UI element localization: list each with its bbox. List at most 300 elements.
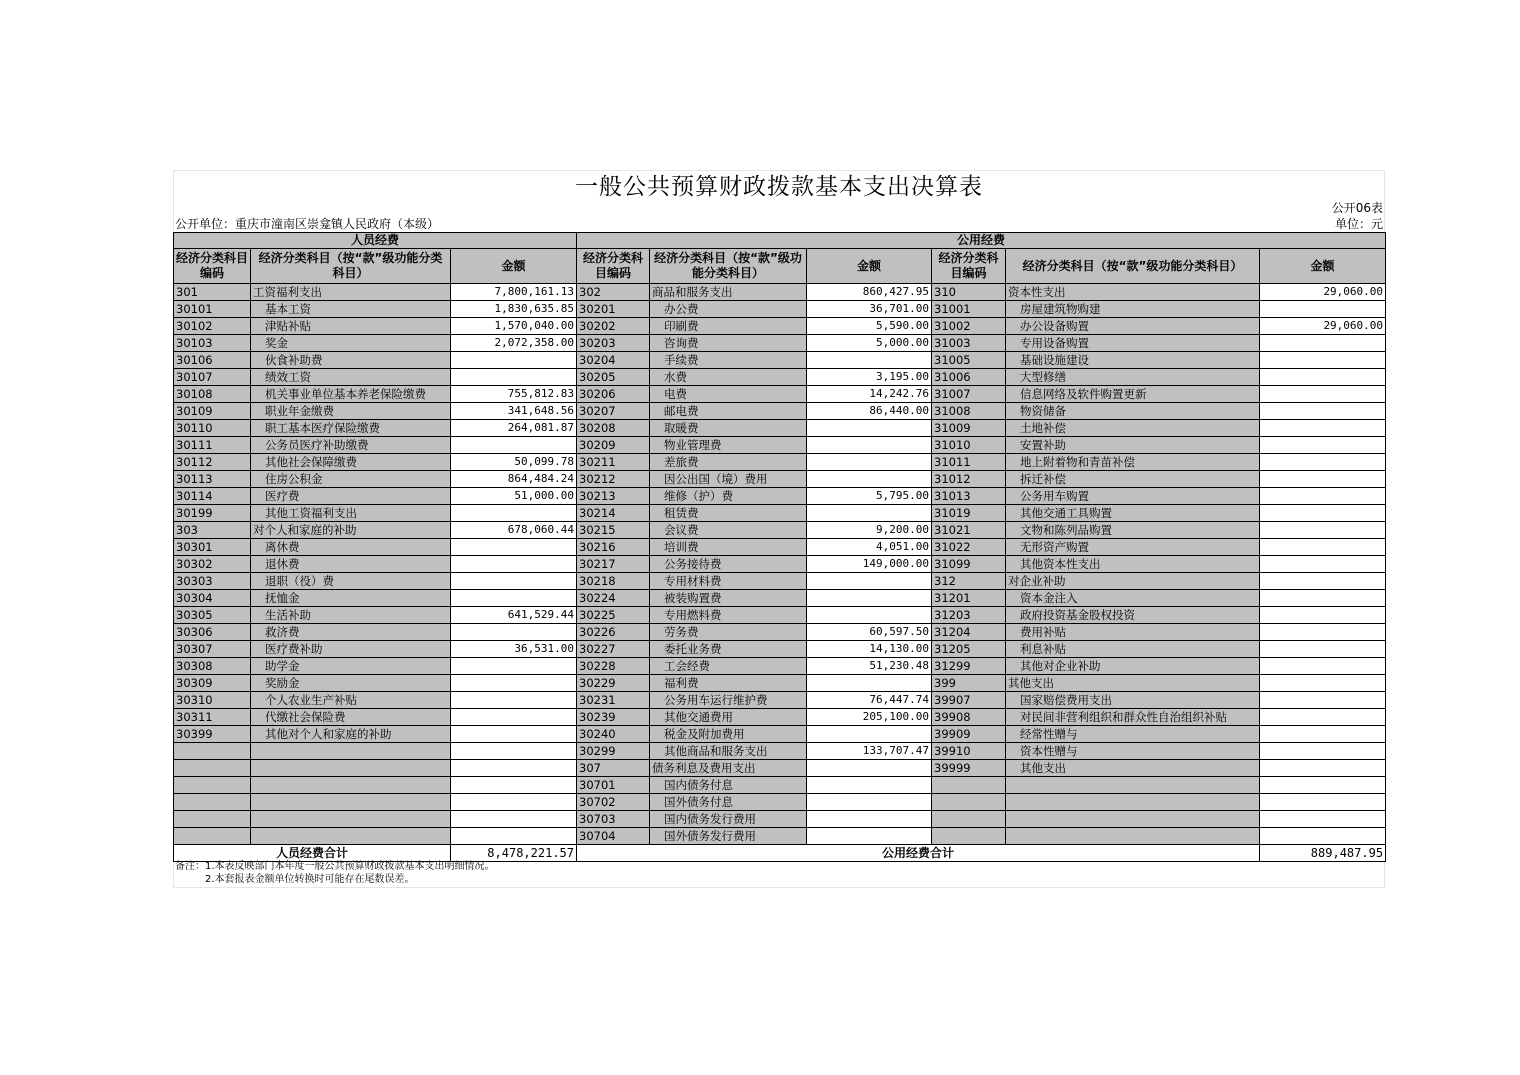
table-row (174, 726, 1386, 743)
code-cell: 30205 (577, 369, 650, 386)
code-cell: 31012 (932, 471, 1006, 488)
amount-cell: 60,597.50 (807, 624, 932, 641)
name-cell (251, 760, 451, 777)
amount-cell (807, 675, 932, 692)
table-row (174, 369, 1386, 386)
amount-cell (807, 471, 932, 488)
amount-cell (451, 505, 577, 522)
code-cell: 30211 (577, 454, 650, 471)
code-cell: 31019 (932, 505, 1006, 522)
amount-cell: 2,072,358.00 (451, 335, 577, 352)
amount-cell (1260, 607, 1386, 624)
name-cell: 其他工资福利支出 (251, 505, 451, 522)
code-cell: 39907 (932, 692, 1006, 709)
amount-cell: 86,440.00 (807, 403, 932, 420)
name-cell: 工会经费 (650, 658, 807, 675)
name-cell: 医疗费 (251, 488, 451, 505)
amount-cell (807, 573, 932, 590)
code-cell: 30107 (174, 369, 251, 386)
table-row (174, 454, 1386, 471)
name-cell: 公务员医疗补助缴费 (251, 437, 451, 454)
code-cell (932, 794, 1006, 811)
name-cell: 工资福利支出 (251, 284, 451, 301)
code-cell: 31022 (932, 539, 1006, 556)
page-title: 一般公共预算财政拨款基本支出决算表 (575, 174, 983, 200)
code-cell: 30207 (577, 403, 650, 420)
name-cell: 培训费 (650, 539, 807, 556)
code-cell: 30216 (577, 539, 650, 556)
code-cell: 399 (932, 675, 1006, 692)
name-cell: 政府投资基金股权投资 (1006, 607, 1260, 624)
code-cell: 31299 (932, 658, 1006, 675)
amount-cell: 5,795.00 (807, 488, 932, 505)
budget-table (173, 232, 1386, 862)
table-row (174, 284, 1386, 301)
name-cell: 办公费 (650, 301, 807, 318)
code-cell: 31203 (932, 607, 1006, 624)
name-cell: 其他商品和服务支出 (650, 743, 807, 760)
name-cell (1006, 811, 1260, 828)
code-cell: 30217 (577, 556, 650, 573)
amount-cell (1260, 335, 1386, 352)
code-cell: 30102 (174, 318, 251, 335)
code-cell: 30204 (577, 352, 650, 369)
code-cell: 31009 (932, 420, 1006, 437)
public-total-amount: 889,487.95 (1260, 845, 1386, 862)
table-row (174, 301, 1386, 318)
code-cell: 30301 (174, 539, 251, 556)
amount-cell (807, 420, 932, 437)
amount-cell (1260, 760, 1386, 777)
code-cell: 31006 (932, 369, 1006, 386)
name-cell: 大型修缮 (1006, 369, 1260, 386)
amount-cell (451, 573, 577, 590)
amount-cell (1260, 573, 1386, 590)
name-cell: 其他对个人和家庭的补助 (251, 726, 451, 743)
amount-cell (1260, 794, 1386, 811)
code-cell: 30206 (577, 386, 650, 403)
header-code: 经济分类科目编码 (932, 249, 1006, 284)
name-cell: 商品和服务支出 (650, 284, 807, 301)
name-cell: 对个人和家庭的补助 (251, 522, 451, 539)
amount-cell (1260, 505, 1386, 522)
amount-cell (451, 777, 577, 794)
amount-cell (1260, 522, 1386, 539)
code-cell: 30103 (174, 335, 251, 352)
name-cell: 机关事业单位基本养老保险缴费 (251, 386, 451, 403)
table-row (174, 607, 1386, 624)
code-cell: 30213 (577, 488, 650, 505)
header-name: 经济分类科目（按“款”级功能分类科目） (251, 249, 451, 284)
code-cell: 30214 (577, 505, 650, 522)
header-name: 经济分类科目（按“款”级功能分类科目） (1006, 249, 1260, 284)
code-cell: 30303 (174, 573, 251, 590)
amount-cell: 51,230.48 (807, 658, 932, 675)
code-cell: 30702 (577, 794, 650, 811)
amount-cell: 1,570,040.00 (451, 318, 577, 335)
table-row (174, 828, 1386, 845)
name-cell: 绩效工资 (251, 369, 451, 386)
table-body (174, 284, 1386, 845)
name-cell: 劳务费 (650, 624, 807, 641)
code-cell: 30101 (174, 301, 251, 318)
table-row (174, 777, 1386, 794)
name-cell: 拆迁补偿 (1006, 471, 1260, 488)
code-cell: 30209 (577, 437, 650, 454)
name-cell: 医疗费补助 (251, 641, 451, 658)
name-cell: 国外债务付息 (650, 794, 807, 811)
amount-cell: 4,051.00 (807, 539, 932, 556)
table-row (174, 811, 1386, 828)
code-cell: 31205 (932, 641, 1006, 658)
table-row (174, 471, 1386, 488)
code-cell: 30112 (174, 454, 251, 471)
amount-cell (807, 794, 932, 811)
table-row (174, 352, 1386, 369)
code-cell: 31011 (932, 454, 1006, 471)
name-cell: 抚恤金 (251, 590, 451, 607)
code-cell: 30399 (174, 726, 251, 743)
code-cell: 39908 (932, 709, 1006, 726)
code-cell: 31007 (932, 386, 1006, 403)
name-cell: 其他资本性支出 (1006, 556, 1260, 573)
code-cell: 31008 (932, 403, 1006, 420)
code-cell: 310 (932, 284, 1006, 301)
amount-cell (1260, 658, 1386, 675)
name-cell: 基本工资 (251, 301, 451, 318)
code-cell: 30108 (174, 386, 251, 403)
name-cell: 公务接待费 (650, 556, 807, 573)
table-row (174, 573, 1386, 590)
code-cell: 301 (174, 284, 251, 301)
amount-cell (1260, 488, 1386, 505)
table-row (174, 488, 1386, 505)
code-cell: 30307 (174, 641, 251, 658)
amount-cell (451, 556, 577, 573)
amount-cell: 14,242.76 (807, 386, 932, 403)
code-cell: 30305 (174, 607, 251, 624)
name-cell (251, 743, 451, 760)
form-number: 公开06表 (1331, 201, 1383, 215)
code-cell: 30231 (577, 692, 650, 709)
amount-cell (451, 658, 577, 675)
amount-cell (1260, 539, 1386, 556)
amount-cell (807, 811, 932, 828)
amount-cell: 36,701.00 (807, 301, 932, 318)
name-cell: 文物和陈列品购置 (1006, 522, 1260, 539)
amount-cell (1260, 301, 1386, 318)
code-cell: 30703 (577, 811, 650, 828)
code-cell: 30302 (174, 556, 251, 573)
name-cell: 其他对企业补助 (1006, 658, 1260, 675)
amount-cell (807, 777, 932, 794)
code-cell: 307 (577, 760, 650, 777)
code-cell: 30704 (577, 828, 650, 845)
name-cell: 办公设备购置 (1006, 318, 1260, 335)
name-cell: 其他交通工具购置 (1006, 505, 1260, 522)
code-cell: 39999 (932, 760, 1006, 777)
name-cell: 委托业务费 (650, 641, 807, 658)
name-cell (1006, 777, 1260, 794)
amount-cell (451, 675, 577, 692)
amount-cell: 149,000.00 (807, 556, 932, 573)
name-cell: 经常性赠与 (1006, 726, 1260, 743)
amount-cell (1260, 675, 1386, 692)
amount-cell (451, 624, 577, 641)
name-cell: 国外债务发行费用 (650, 828, 807, 845)
amount-cell: 51,000.00 (451, 488, 577, 505)
name-cell: 其他支出 (1006, 675, 1260, 692)
table-row (174, 709, 1386, 726)
name-cell: 利息补贴 (1006, 641, 1260, 658)
code-cell: 30310 (174, 692, 251, 709)
header-code: 经济分类科目编码 (174, 249, 251, 284)
amount-cell (451, 539, 577, 556)
table-row (174, 641, 1386, 658)
amount-cell (451, 352, 577, 369)
header-amount: 金额 (1260, 249, 1386, 284)
name-cell: 租赁费 (650, 505, 807, 522)
amount-cell (451, 726, 577, 743)
name-cell: 电费 (650, 386, 807, 403)
code-cell: 30224 (577, 590, 650, 607)
name-cell: 助学金 (251, 658, 451, 675)
amount-cell (1260, 692, 1386, 709)
name-cell: 专用设备购置 (1006, 335, 1260, 352)
name-cell: 咨询费 (650, 335, 807, 352)
amount-cell (1260, 641, 1386, 658)
amount-cell: 50,099.78 (451, 454, 577, 471)
amount-cell: 5,000.00 (807, 335, 932, 352)
table-row (174, 335, 1386, 352)
code-cell: 30309 (174, 675, 251, 692)
name-cell: 退休费 (251, 556, 451, 573)
amount-cell (1260, 743, 1386, 760)
amount-cell (451, 828, 577, 845)
table-row (174, 675, 1386, 692)
amount-cell: 641,529.44 (451, 607, 577, 624)
amount-cell: 76,447.74 (807, 692, 932, 709)
name-cell (1006, 828, 1260, 845)
code-cell: 30225 (577, 607, 650, 624)
code-cell: 30306 (174, 624, 251, 641)
name-cell: 专用燃料费 (650, 607, 807, 624)
amount-cell: 29,060.00 (1260, 284, 1386, 301)
footnotes (175, 860, 495, 886)
name-cell: 福利费 (650, 675, 807, 692)
name-cell: 土地补偿 (1006, 420, 1260, 437)
name-cell: 对民间非营利组织和群众性自治组织补贴 (1006, 709, 1260, 726)
name-cell: 住房公积金 (251, 471, 451, 488)
name-cell: 其他交通费用 (650, 709, 807, 726)
name-cell: 差旅费 (650, 454, 807, 471)
amount-cell (807, 505, 932, 522)
code-cell: 30701 (577, 777, 650, 794)
code-cell: 30203 (577, 335, 650, 352)
amount-cell (807, 760, 932, 777)
amount-cell (1260, 624, 1386, 641)
amount-cell: 36,531.00 (451, 641, 577, 658)
code-cell: 30304 (174, 590, 251, 607)
code-cell: 30201 (577, 301, 650, 318)
code-cell: 31021 (932, 522, 1006, 539)
code-cell: 30113 (174, 471, 251, 488)
name-cell: 无形资产购置 (1006, 539, 1260, 556)
name-cell: 手续费 (650, 352, 807, 369)
name-cell: 退职（役）费 (251, 573, 451, 590)
amount-cell (1260, 386, 1386, 403)
code-cell: 31201 (932, 590, 1006, 607)
code-cell: 30215 (577, 522, 650, 539)
amount-cell (807, 352, 932, 369)
code-cell: 30240 (577, 726, 650, 743)
amount-cell (451, 692, 577, 709)
code-cell: 30227 (577, 641, 650, 658)
name-cell: 伙食补助费 (251, 352, 451, 369)
name-cell: 基础设施建设 (1006, 352, 1260, 369)
code-cell (932, 828, 1006, 845)
name-cell: 其他社会保障缴费 (251, 454, 451, 471)
amount-cell: 9,200.00 (807, 522, 932, 539)
amount-cell: 264,081.87 (451, 420, 577, 437)
amount-cell: 29,060.00 (1260, 318, 1386, 335)
code-cell: 30114 (174, 488, 251, 505)
amount-cell (1260, 590, 1386, 607)
code-cell: 30308 (174, 658, 251, 675)
amount-cell (451, 760, 577, 777)
name-cell: 地上附着物和青苗补偿 (1006, 454, 1260, 471)
table-row (174, 386, 1386, 403)
amount-cell (807, 437, 932, 454)
table-row (174, 658, 1386, 675)
code-cell: 30208 (577, 420, 650, 437)
code-cell: 30199 (174, 505, 251, 522)
amount-cell (807, 607, 932, 624)
amount-cell (807, 590, 932, 607)
personnel-total-amount: 8,478,221.57 (451, 845, 577, 862)
code-cell: 30228 (577, 658, 650, 675)
header-amount: 金额 (807, 249, 932, 284)
name-cell: 救济费 (251, 624, 451, 641)
table-row (174, 624, 1386, 641)
name-cell: 奖励金 (251, 675, 451, 692)
name-cell: 其他支出 (1006, 760, 1260, 777)
amount-cell (451, 437, 577, 454)
code-cell (174, 811, 251, 828)
code-cell: 31010 (932, 437, 1006, 454)
name-cell: 对企业补助 (1006, 573, 1260, 590)
code-cell (932, 811, 1006, 828)
code-cell (174, 743, 251, 760)
code-cell: 30229 (577, 675, 650, 692)
name-cell (251, 777, 451, 794)
code-cell: 30202 (577, 318, 650, 335)
group-header-personnel: 人员经费 (174, 233, 577, 249)
name-cell: 会议费 (650, 522, 807, 539)
group-header-public: 公用经费 (577, 233, 1386, 249)
name-cell: 生活补助 (251, 607, 451, 624)
code-cell: 30106 (174, 352, 251, 369)
name-cell: 代缴社会保险费 (251, 709, 451, 726)
code-cell (174, 828, 251, 845)
amount-cell (451, 709, 577, 726)
amount-cell (451, 794, 577, 811)
amount-cell: 755,812.83 (451, 386, 577, 403)
name-cell: 邮电费 (650, 403, 807, 420)
code-cell: 30311 (174, 709, 251, 726)
name-cell: 维修（护）费 (650, 488, 807, 505)
amount-cell (451, 811, 577, 828)
code-cell: 30226 (577, 624, 650, 641)
code-cell: 31013 (932, 488, 1006, 505)
name-cell: 职工基本医疗保险缴费 (251, 420, 451, 437)
name-cell: 个人农业生产补贴 (251, 692, 451, 709)
amount-cell (1260, 471, 1386, 488)
name-cell: 物资储备 (1006, 403, 1260, 420)
amount-cell (1260, 777, 1386, 794)
name-cell: 国家赔偿费用支出 (1006, 692, 1260, 709)
amount-cell (1260, 709, 1386, 726)
amount-cell: 5,590.00 (807, 318, 932, 335)
table-row (174, 403, 1386, 420)
name-cell: 债务利息及费用支出 (650, 760, 807, 777)
code-cell (174, 794, 251, 811)
amount-cell (451, 369, 577, 386)
code-cell: 312 (932, 573, 1006, 590)
amount-cell (1260, 828, 1386, 845)
amount-cell (1260, 437, 1386, 454)
table-row (174, 505, 1386, 522)
name-cell: 公务用车运行维护费 (650, 692, 807, 709)
amount-cell: 7,800,161.13 (451, 284, 577, 301)
table-row (174, 522, 1386, 539)
amount-cell (1260, 403, 1386, 420)
code-cell: 39909 (932, 726, 1006, 743)
public-total-label: 公用经费合计 (577, 845, 1260, 862)
name-cell: 税金及附加费用 (650, 726, 807, 743)
footnote: 2.本套报表金额单位转换时可能存在尾数误差。 (205, 874, 415, 885)
name-cell (1006, 794, 1260, 811)
name-cell: 国内债务付息 (650, 777, 807, 794)
personnel-total-label: 人员经费合计 (174, 845, 451, 862)
name-cell: 专用材料费 (650, 573, 807, 590)
name-cell: 国内债务发行费用 (650, 811, 807, 828)
name-cell: 取暖费 (650, 420, 807, 437)
amount-cell (451, 743, 577, 760)
name-cell: 因公出国（境）费用 (650, 471, 807, 488)
code-cell: 30109 (174, 403, 251, 420)
name-cell: 离休费 (251, 539, 451, 556)
table-row (174, 556, 1386, 573)
code-cell: 31002 (932, 318, 1006, 335)
name-cell: 安置补助 (1006, 437, 1260, 454)
code-cell: 31005 (932, 352, 1006, 369)
code-cell: 30239 (577, 709, 650, 726)
code-cell (932, 777, 1006, 794)
code-cell: 30110 (174, 420, 251, 437)
name-cell: 费用补贴 (1006, 624, 1260, 641)
name-cell (251, 794, 451, 811)
code-cell: 303 (174, 522, 251, 539)
header-code: 经济分类科目编码 (577, 249, 650, 284)
code-cell: 302 (577, 284, 650, 301)
name-cell: 水费 (650, 369, 807, 386)
code-cell: 31204 (932, 624, 1006, 641)
code-cell: 31099 (932, 556, 1006, 573)
amount-cell: 205,100.00 (807, 709, 932, 726)
name-cell: 物业管理费 (650, 437, 807, 454)
amount-cell: 864,484.24 (451, 471, 577, 488)
